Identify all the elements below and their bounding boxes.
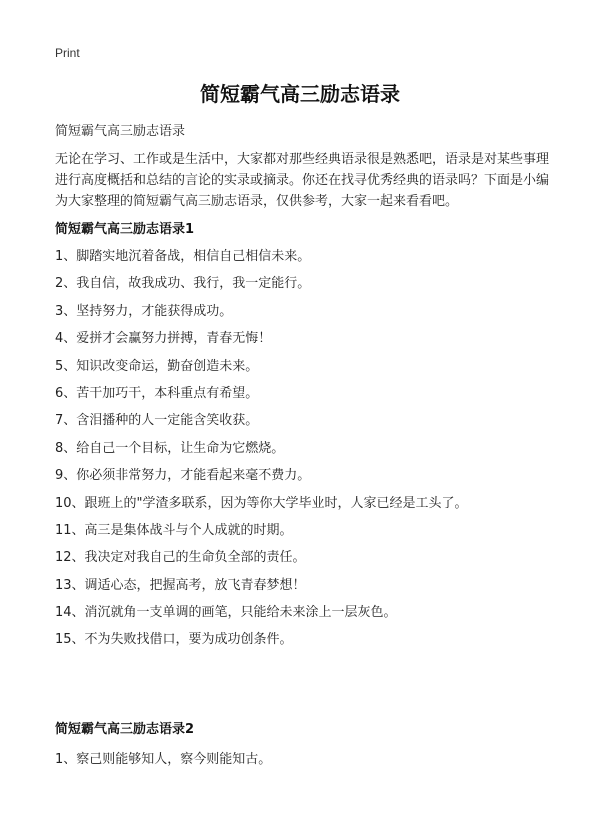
list-item: 10、跟班上的"学渣多联系，因为等你大学毕业时，人家已经是工头了。 (55, 495, 468, 511)
section-heading-1: 简短霸气高三励志语录1 (55, 222, 195, 237)
list-item: 15、不为失败找借口，要为成功创条件。 (55, 632, 293, 648)
list-item: 8、给自己一个目标，让生命为它燃烧。 (55, 440, 285, 456)
list-item: 1、察己则能够知人，察今则能知古。 (55, 752, 272, 767)
list-item: 5、知识改变命运，勤奋创造未来。 (55, 358, 259, 374)
list-item: 11、高三是集体战斗与个人成就的时期。 (55, 522, 293, 538)
list-item: 13、调适心态，把握高考，放飞青春梦想！ (55, 577, 306, 593)
document-subtitle: 简短霸气高三励志语录 (55, 124, 186, 139)
list-item: 7、含泪播种的人一定能含笑收获。 (55, 413, 259, 429)
print-link[interactable]: Print (55, 46, 80, 60)
intro-paragraph: 无论在学习、工作或是生活中，大家都对那些经典语录很是熟悉吧，语录是对某些事理进行高度概括和总结的言论的实录或摘录。你还在找寻优秀经典的语录吗？下面是小编为大家整理的简短霸气高三励志语录，仅供参考，大家一起来看看吧。 (55, 152, 550, 209)
list-item: 14、消沉就角一支单调的画笔，只能给未来涂上一层灰色。 (55, 605, 397, 621)
list-item: 3、坚持努力，才能获得成功。 (55, 303, 233, 319)
quote-list-1 (55, 248, 468, 659)
list-item: 1、脚踏实地沉着备战，相信自己相信未来。 (55, 249, 311, 264)
list-item: 9、你必须非常努力，才能看起来毫不费力。 (55, 468, 311, 484)
list-item: 6、苦干加巧干，本科重点有希望。 (55, 385, 259, 401)
section-heading-2: 简短霸气高三励志语录2 (55, 722, 195, 737)
quote-list-2 (55, 751, 271, 778)
list-item: 2、我自信，故我成功、我行，我一定能行。 (55, 276, 311, 292)
list-item: 4、爱拼才会赢努力拼搏，青春无悔！ (55, 331, 272, 347)
page-title: 简短霸气高三励志语录 (200, 82, 400, 106)
list-item: 12、我决定对我自己的生命负全部的责任。 (55, 550, 306, 566)
